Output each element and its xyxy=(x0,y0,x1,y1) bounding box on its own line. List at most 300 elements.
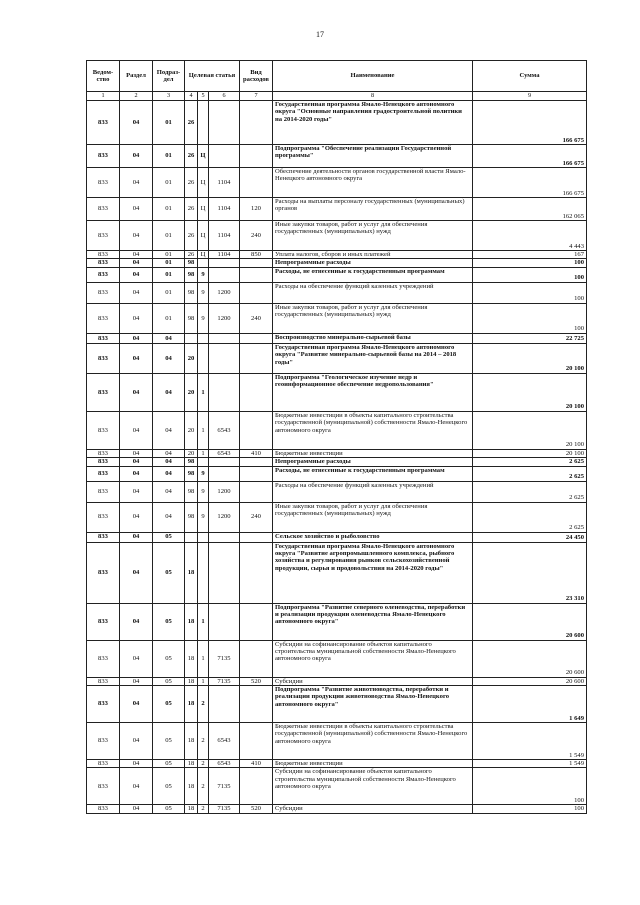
vedomstvo-cell: 833 xyxy=(87,303,120,333)
name-cell: Субсидии xyxy=(273,677,473,685)
name-cell: Расходы, не отнесенные к государственным программам xyxy=(273,466,473,481)
expense-type-cell xyxy=(240,333,273,343)
vedomstvo-cell: 833 xyxy=(87,168,120,198)
razdel-cell: 04 xyxy=(120,768,153,805)
target-article-part1-cell: 18 xyxy=(185,759,198,767)
name-cell: Непрограммные расходы xyxy=(273,259,473,267)
razdel-cell: 04 xyxy=(120,343,153,373)
target-article-part3-cell: 7135 xyxy=(209,640,240,677)
header-summa: Сумма xyxy=(473,61,587,92)
sum-cell: 100 xyxy=(473,282,587,303)
vedomstvo-cell: 833 xyxy=(87,759,120,767)
razdel-cell: 04 xyxy=(120,481,153,502)
column-number: 8 xyxy=(273,92,473,101)
vedomstvo-cell: 833 xyxy=(87,677,120,685)
sum-cell: 24 450 xyxy=(473,532,587,542)
target-article-part3-cell: 7135 xyxy=(209,805,240,813)
target-article-part1-cell: 98 xyxy=(185,502,198,532)
vedomstvo-cell: 833 xyxy=(87,532,120,542)
sum-cell: 2 625 xyxy=(473,458,587,466)
name-cell: Субсидии на софинансирование объектов капитального строительства муниципальной собственности Ямало-Ненецкого автономного округа xyxy=(273,640,473,677)
expense-type-cell xyxy=(240,542,273,603)
podrazdel-cell: 05 xyxy=(153,685,185,722)
table-row xyxy=(87,481,587,502)
name-cell: Подпрограмма "Развитие животноводства, переработки и реализации продукции животноводства Ямало-Ненецкого автономного округа" xyxy=(273,685,473,722)
podrazdel-cell: 05 xyxy=(153,677,185,685)
razdel-cell: 04 xyxy=(120,251,153,259)
target-article-part3-cell xyxy=(209,542,240,603)
target-article-part1-cell: 26 xyxy=(185,251,198,259)
expense-type-cell xyxy=(240,722,273,759)
table-row xyxy=(87,759,587,767)
vedomstvo-cell: 833 xyxy=(87,198,120,221)
expense-type-cell: 410 xyxy=(240,449,273,457)
razdel-cell: 04 xyxy=(120,722,153,759)
table-row xyxy=(87,677,587,685)
podrazdel-cell: 04 xyxy=(153,411,185,449)
table-row xyxy=(87,267,587,282)
sum-cell: 20 100 xyxy=(473,343,587,373)
razdel-cell: 04 xyxy=(120,677,153,685)
target-article-part3-cell: 1200 xyxy=(209,282,240,303)
name-cell: Бюджетные инвестиции в объекты капитального строительства государственной (муниципальной) собственности Ямало-Ненецкого автономного округа xyxy=(273,722,473,759)
expense-type-cell xyxy=(240,168,273,198)
target-article-part3-cell: 6543 xyxy=(209,411,240,449)
column-number: 3 xyxy=(153,92,185,101)
name-cell: Подпрограмма "Геологическое изучение недр и геоинформационное обеспечение недропользования" xyxy=(273,373,473,411)
page-number: 17 xyxy=(316,30,324,39)
table-row xyxy=(87,259,587,267)
target-article-part3-cell: 1104 xyxy=(209,168,240,198)
table-row xyxy=(87,542,587,603)
expense-type-cell xyxy=(240,373,273,411)
podrazdel-cell: 05 xyxy=(153,759,185,767)
table-row xyxy=(87,685,587,722)
name-cell: Государственная программа Ямало-Ненецкого автономного округа "Развитие минерально-сырьевой базы на 2014 – 2018 годы" xyxy=(273,343,473,373)
podrazdel-cell: 05 xyxy=(153,768,185,805)
column-number: 7 xyxy=(240,92,273,101)
header-vid-raskhodov: Вид расходов xyxy=(240,61,273,92)
razdel-cell: 04 xyxy=(120,458,153,466)
target-article-part2-cell: 9 xyxy=(198,502,209,532)
name-cell: Иные закупки товаров, работ и услуг для обеспечения государственных (муниципальных) нужд xyxy=(273,502,473,532)
sum-cell: 100 xyxy=(473,303,587,333)
expense-type-cell: 120 xyxy=(240,198,273,221)
target-article-part2-cell: 1 xyxy=(198,677,209,685)
sum-cell: 2 625 xyxy=(473,466,587,481)
target-article-part3-cell: 7135 xyxy=(209,768,240,805)
sum-cell: 1 549 xyxy=(473,759,587,767)
podrazdel-cell: 01 xyxy=(153,303,185,333)
target-article-part2-cell: 1 xyxy=(198,411,209,449)
target-article-part3-cell: 1104 xyxy=(209,251,240,259)
table-row xyxy=(87,722,587,759)
table-row xyxy=(87,343,587,373)
podrazdel-cell: 01 xyxy=(153,251,185,259)
target-article-part1-cell: 18 xyxy=(185,805,198,813)
header-celevaya-statya: Целевая статья xyxy=(185,61,240,92)
target-article-part3-cell: 1200 xyxy=(209,303,240,333)
table-row xyxy=(87,221,587,251)
vedomstvo-cell: 833 xyxy=(87,373,120,411)
expense-type-cell xyxy=(240,466,273,481)
sum-cell: 166 675 xyxy=(473,101,587,145)
column-number-row xyxy=(87,92,587,101)
expense-type-cell xyxy=(240,343,273,373)
target-article-part2-cell xyxy=(198,458,209,466)
name-cell: Уплата налогов, сборов и иных платежей xyxy=(273,251,473,259)
target-article-part3-cell xyxy=(209,333,240,343)
target-article-part2-cell: 2 xyxy=(198,768,209,805)
target-article-part3-cell xyxy=(209,259,240,267)
vedomstvo-cell: 833 xyxy=(87,259,120,267)
expense-type-cell xyxy=(240,768,273,805)
table-row xyxy=(87,502,587,532)
target-article-part1-cell: 98 xyxy=(185,458,198,466)
target-article-part1-cell xyxy=(185,532,198,542)
target-article-part2-cell: 1 xyxy=(198,373,209,411)
razdel-cell: 04 xyxy=(120,267,153,282)
expense-type-cell: 410 xyxy=(240,759,273,767)
razdel-cell: 04 xyxy=(120,145,153,168)
target-article-part1-cell: 26 xyxy=(185,221,198,251)
sum-cell: 20 600 xyxy=(473,603,587,640)
razdel-cell: 04 xyxy=(120,805,153,813)
vedomstvo-cell: 833 xyxy=(87,466,120,481)
table-header-row xyxy=(87,61,587,92)
target-article-part1-cell: 98 xyxy=(185,466,198,481)
podrazdel-cell: 05 xyxy=(153,542,185,603)
target-article-part1-cell: 26 xyxy=(185,168,198,198)
podrazdel-cell: 01 xyxy=(153,198,185,221)
razdel-cell: 04 xyxy=(120,221,153,251)
sum-cell: 2 625 xyxy=(473,502,587,532)
target-article-part1-cell: 98 xyxy=(185,259,198,267)
sum-cell: 20 600 xyxy=(473,677,587,685)
vedomstvo-cell: 833 xyxy=(87,768,120,805)
vedomstvo-cell: 833 xyxy=(87,282,120,303)
target-article-part3-cell: 1104 xyxy=(209,198,240,221)
target-article-part2-cell: 9 xyxy=(198,466,209,481)
sum-cell: 2 625 xyxy=(473,481,587,502)
razdel-cell: 04 xyxy=(120,542,153,603)
expense-type-cell: 520 xyxy=(240,805,273,813)
razdel-cell: 04 xyxy=(120,303,153,333)
table-row xyxy=(87,333,587,343)
razdel-cell: 04 xyxy=(120,282,153,303)
razdel-cell: 04 xyxy=(120,411,153,449)
header-vedomstvo: Ведом-ство xyxy=(87,61,120,92)
vedomstvo-cell: 833 xyxy=(87,343,120,373)
sum-cell: 162 065 xyxy=(473,198,587,221)
podrazdel-cell: 04 xyxy=(153,502,185,532)
expense-type-cell xyxy=(240,458,273,466)
expense-type-cell xyxy=(240,259,273,267)
name-cell: Субсидии xyxy=(273,805,473,813)
target-article-part2-cell xyxy=(198,101,209,145)
target-article-part2-cell xyxy=(198,542,209,603)
table-row xyxy=(87,168,587,198)
table-row xyxy=(87,282,587,303)
table-row xyxy=(87,603,587,640)
name-cell: Иные закупки товаров, работ и услуг для обеспечения государственных (муниципальных) нужд xyxy=(273,303,473,333)
table-row xyxy=(87,411,587,449)
expense-type-cell xyxy=(240,411,273,449)
podrazdel-cell: 04 xyxy=(153,481,185,502)
podrazdel-cell: 05 xyxy=(153,805,185,813)
target-article-part2-cell: 2 xyxy=(198,759,209,767)
target-article-part3-cell: 6543 xyxy=(209,759,240,767)
name-cell: Иные закупки товаров, работ и услуг для обеспечения государственных (муниципальных) нужд xyxy=(273,221,473,251)
target-article-part1-cell: 18 xyxy=(185,640,198,677)
header-razdel: Раздел xyxy=(120,61,153,92)
vedomstvo-cell: 833 xyxy=(87,267,120,282)
target-article-part2-cell: Ц xyxy=(198,168,209,198)
expense-type-cell xyxy=(240,532,273,542)
podrazdel-cell: 05 xyxy=(153,640,185,677)
podrazdel-cell: 05 xyxy=(153,603,185,640)
target-article-part3-cell: 1200 xyxy=(209,481,240,502)
target-article-part3-cell xyxy=(209,458,240,466)
target-article-part2-cell xyxy=(198,259,209,267)
vedomstvo-cell: 833 xyxy=(87,685,120,722)
expense-type-cell: 520 xyxy=(240,677,273,685)
name-cell: Расходы на выплаты персоналу государственных (муниципальных) органов xyxy=(273,198,473,221)
sum-cell: 1 649 xyxy=(473,685,587,722)
podrazdel-cell: 04 xyxy=(153,373,185,411)
expense-type-cell: 240 xyxy=(240,502,273,532)
target-article-part1-cell: 98 xyxy=(185,267,198,282)
target-article-part2-cell: 9 xyxy=(198,303,209,333)
target-article-part2-cell: 9 xyxy=(198,282,209,303)
target-article-part1-cell: 98 xyxy=(185,481,198,502)
name-cell: Подпрограмма "Развитие северного оленеводства, переработки и реализации продукции оленеводства Ямало-Ненецкого автономного округа" xyxy=(273,603,473,640)
budget-table xyxy=(86,60,587,814)
expense-type-cell xyxy=(240,282,273,303)
target-article-part2-cell: Ц xyxy=(198,221,209,251)
sum-cell: 20 600 xyxy=(473,640,587,677)
razdel-cell: 04 xyxy=(120,759,153,767)
target-article-part3-cell: 6543 xyxy=(209,449,240,457)
sum-cell: 23 310 xyxy=(473,542,587,603)
expense-type-cell xyxy=(240,640,273,677)
sum-cell: 22 725 xyxy=(473,333,587,343)
razdel-cell: 04 xyxy=(120,198,153,221)
name-cell: Обеспечение деятельности органов государственной власти Ямало-Ненецкого автономного округа xyxy=(273,168,473,198)
expense-type-cell xyxy=(240,481,273,502)
name-cell: Расходы на обеспечение функций казенных учреждений xyxy=(273,282,473,303)
podrazdel-cell: 05 xyxy=(153,722,185,759)
target-article-part2-cell: 1 xyxy=(198,640,209,677)
target-article-part3-cell xyxy=(209,101,240,145)
sum-cell: 20 100 xyxy=(473,373,587,411)
sum-cell: 100 xyxy=(473,259,587,267)
target-article-part2-cell: 2 xyxy=(198,722,209,759)
name-cell: Расходы на обеспечение функций казенных учреждений xyxy=(273,481,473,502)
sum-cell: 100 xyxy=(473,768,587,805)
expense-type-cell xyxy=(240,101,273,145)
name-cell: Воспроизводство минерально-сырьевой базы xyxy=(273,333,473,343)
podrazdel-cell: 05 xyxy=(153,532,185,542)
podrazdel-cell: 01 xyxy=(153,101,185,145)
target-article-part2-cell: 9 xyxy=(198,481,209,502)
vedomstvo-cell: 833 xyxy=(87,722,120,759)
name-cell: Расходы, не отнесенные к государственным программам xyxy=(273,267,473,282)
target-article-part1-cell: 98 xyxy=(185,282,198,303)
podrazdel-cell: 04 xyxy=(153,333,185,343)
target-article-part3-cell xyxy=(209,267,240,282)
target-article-part3-cell xyxy=(209,603,240,640)
sum-cell: 166 675 xyxy=(473,145,587,168)
table-row xyxy=(87,640,587,677)
expense-type-cell: 240 xyxy=(240,303,273,333)
expense-type-cell: 850 xyxy=(240,251,273,259)
razdel-cell: 04 xyxy=(120,101,153,145)
target-article-part1-cell: 18 xyxy=(185,603,198,640)
column-number: 6 xyxy=(209,92,240,101)
name-cell: Бюджетные инвестиции xyxy=(273,759,473,767)
table-row xyxy=(87,373,587,411)
target-article-part2-cell: 9 xyxy=(198,267,209,282)
vedomstvo-cell: 833 xyxy=(87,101,120,145)
table-row xyxy=(87,466,587,481)
podrazdel-cell: 04 xyxy=(153,343,185,373)
sum-cell: 20 100 xyxy=(473,449,587,457)
expense-type-cell xyxy=(240,145,273,168)
table-row xyxy=(87,805,587,813)
header-naimenovanie: Наименование xyxy=(273,61,473,92)
name-cell: Государственная программа Ямало-Ненецкого автономного округа "Развитие агропромышленного комплекса, рыбного хозяйства и регулирования рынков сельскохозяйственной продукции, сырья и продовольствия на 2014-2020 годы" xyxy=(273,542,473,603)
vedomstvo-cell: 833 xyxy=(87,333,120,343)
table-row xyxy=(87,198,587,221)
name-cell: Подпрограмма "Обеспечение реализации Государственной программы" xyxy=(273,145,473,168)
vedomstvo-cell: 833 xyxy=(87,603,120,640)
podrazdel-cell: 01 xyxy=(153,267,185,282)
razdel-cell: 04 xyxy=(120,466,153,481)
vedomstvo-cell: 833 xyxy=(87,411,120,449)
podrazdel-cell: 04 xyxy=(153,458,185,466)
target-article-part2-cell xyxy=(198,343,209,373)
razdel-cell: 04 xyxy=(120,333,153,343)
razdel-cell: 04 xyxy=(120,259,153,267)
target-article-part3-cell xyxy=(209,685,240,722)
sum-cell: 20 100 xyxy=(473,411,587,449)
sum-cell: 4 443 xyxy=(473,221,587,251)
expense-type-cell xyxy=(240,685,273,722)
target-article-part2-cell: 1 xyxy=(198,449,209,457)
vedomstvo-cell: 833 xyxy=(87,805,120,813)
target-article-part3-cell: 1200 xyxy=(209,502,240,532)
razdel-cell: 04 xyxy=(120,640,153,677)
column-number: 5 xyxy=(198,92,209,101)
sum-cell: 166 675 xyxy=(473,168,587,198)
target-article-part1-cell: 26 xyxy=(185,198,198,221)
target-article-part3-cell xyxy=(209,145,240,168)
name-cell: Субсидии на софинансирование объектов капитального строительства муниципальной собственности Ямало-Ненецкого автономного округа xyxy=(273,768,473,805)
target-article-part1-cell: 18 xyxy=(185,722,198,759)
target-article-part1-cell: 18 xyxy=(185,677,198,685)
table-row xyxy=(87,303,587,333)
target-article-part1-cell xyxy=(185,333,198,343)
target-article-part3-cell xyxy=(209,532,240,542)
sum-cell: 167 xyxy=(473,251,587,259)
razdel-cell: 04 xyxy=(120,373,153,411)
podrazdel-cell: 04 xyxy=(153,449,185,457)
razdel-cell: 04 xyxy=(120,532,153,542)
column-number: 1 xyxy=(87,92,120,101)
sum-cell: 100 xyxy=(473,267,587,282)
vedomstvo-cell: 833 xyxy=(87,542,120,603)
target-article-part1-cell: 26 xyxy=(185,101,198,145)
column-number: 9 xyxy=(473,92,587,101)
table-row xyxy=(87,145,587,168)
razdel-cell: 04 xyxy=(120,502,153,532)
target-article-part1-cell: 18 xyxy=(185,685,198,722)
name-cell: Бюджетные инвестиции xyxy=(273,449,473,457)
target-article-part2-cell: 2 xyxy=(198,805,209,813)
target-article-part1-cell: 26 xyxy=(185,145,198,168)
target-article-part2-cell: Ц xyxy=(198,251,209,259)
vedomstvo-cell: 833 xyxy=(87,145,120,168)
table-row xyxy=(87,768,587,805)
target-article-part3-cell xyxy=(209,373,240,411)
table-row xyxy=(87,101,587,145)
header-podrazdel: Подраз-дел xyxy=(153,61,185,92)
sum-cell: 1 549 xyxy=(473,722,587,759)
column-number: 2 xyxy=(120,92,153,101)
table-row xyxy=(87,532,587,542)
podrazdel-cell: 01 xyxy=(153,145,185,168)
target-article-part3-cell: 6543 xyxy=(209,722,240,759)
target-article-part2-cell: 1 xyxy=(198,603,209,640)
target-article-part1-cell: 18 xyxy=(185,768,198,805)
vedomstvo-cell: 833 xyxy=(87,502,120,532)
podrazdel-cell: 01 xyxy=(153,168,185,198)
vedomstvo-cell: 833 xyxy=(87,251,120,259)
name-cell: Сельское хозяйство и рыболовство xyxy=(273,532,473,542)
vedomstvo-cell: 833 xyxy=(87,458,120,466)
target-article-part3-cell: 1104 xyxy=(209,221,240,251)
target-article-part1-cell: 18 xyxy=(185,542,198,603)
target-article-part2-cell: Ц xyxy=(198,145,209,168)
name-cell: Государственная программа Ямало-Ненецкого автономного округа "Основные направления градостроительной политики на 2014-2020 годы" xyxy=(273,101,473,145)
razdel-cell: 04 xyxy=(120,168,153,198)
target-article-part3-cell xyxy=(209,466,240,481)
table-row xyxy=(87,458,587,466)
vedomstvo-cell: 833 xyxy=(87,481,120,502)
vedomstvo-cell: 833 xyxy=(87,640,120,677)
name-cell: Бюджетные инвестиции в объекты капитального строительства государственной (муниципальной) собственности Ямало-Ненецкого автономного округа xyxy=(273,411,473,449)
column-number: 4 xyxy=(185,92,198,101)
podrazdel-cell: 01 xyxy=(153,282,185,303)
expense-type-cell xyxy=(240,603,273,640)
target-article-part2-cell xyxy=(198,532,209,542)
podrazdel-cell: 04 xyxy=(153,466,185,481)
target-article-part2-cell xyxy=(198,333,209,343)
expense-type-cell xyxy=(240,267,273,282)
table-row xyxy=(87,449,587,457)
name-cell: Непрограммные расходы xyxy=(273,458,473,466)
target-article-part1-cell: 20 xyxy=(185,343,198,373)
target-article-part1-cell: 98 xyxy=(185,303,198,333)
target-article-part3-cell xyxy=(209,343,240,373)
target-article-part1-cell: 20 xyxy=(185,411,198,449)
podrazdel-cell: 01 xyxy=(153,259,185,267)
razdel-cell: 04 xyxy=(120,603,153,640)
target-article-part1-cell: 20 xyxy=(185,373,198,411)
target-article-part3-cell: 7135 xyxy=(209,677,240,685)
vedomstvo-cell: 833 xyxy=(87,221,120,251)
